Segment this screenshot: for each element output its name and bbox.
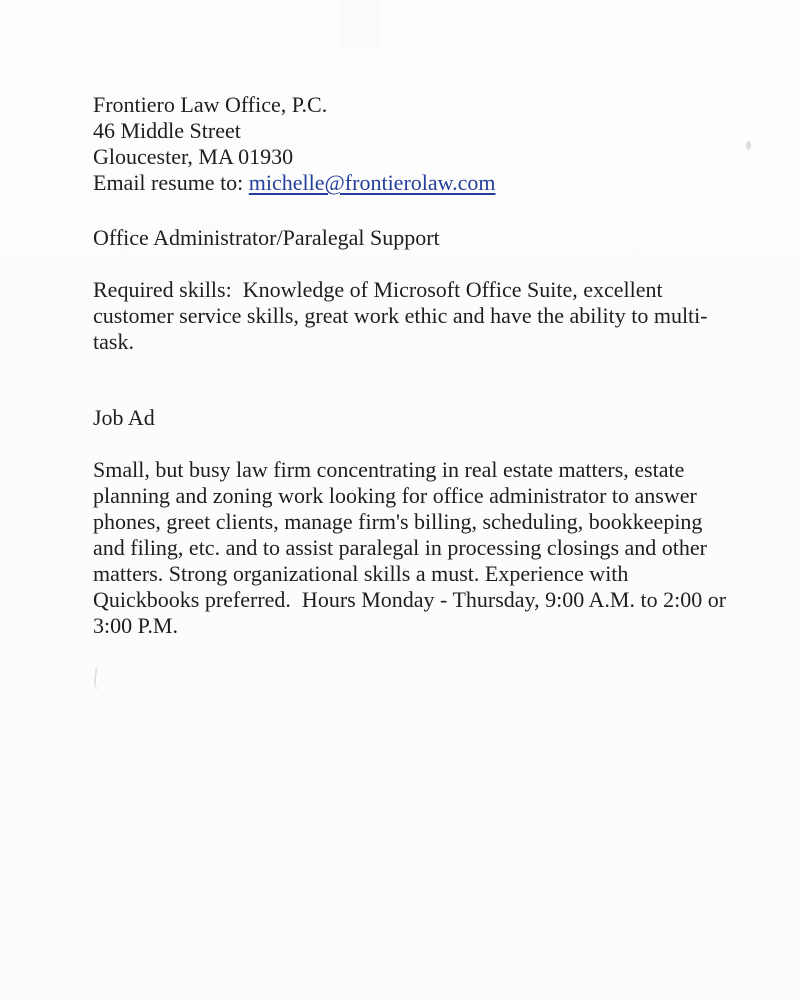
job-ad-paragraph [93, 457, 726, 639]
document-content [93, 92, 726, 639]
job-ad-line: Quickbooks preferred. Hours Monday - Thursday, 9:00 A.M. to 2:00 or [93, 587, 727, 612]
job-ad-line: phones, greet clients, manage firm's billing, scheduling, bookkeeping [93, 509, 703, 534]
job-ad-line: planning and zoning work looking for office administrator to answer [93, 483, 697, 508]
faint-pencil-mark-artifact [93, 667, 106, 690]
scan-speck-artifact [746, 141, 751, 150]
job-title: Office Administrator/Paralegal Support [93, 225, 440, 250]
company-name: Frontiero Law Office, P.C. [93, 92, 328, 117]
letterhead-block [93, 92, 726, 196]
scan-shadow-artifact [340, 0, 380, 48]
required-skills-line: task. [93, 329, 134, 354]
city-state-zip: Gloucester, MA 01930 [93, 144, 294, 169]
required-skills-paragraph [93, 277, 726, 355]
email-resume-line [93, 170, 726, 196]
required-skills-line: customer service skills, great work ethic and have the ability to multi- [93, 303, 708, 328]
job-ad-line: Small, but busy law firm concentrating in real estate matters, estate [93, 457, 685, 482]
job-ad-line: 3:00 P.M. [93, 613, 178, 638]
email-link[interactable]: michelle@frontierolaw.com [248, 170, 496, 195]
job-ad-heading: Job Ad [93, 405, 155, 430]
email-prefix-text: Email resume to: [93, 170, 249, 195]
street-address: 46 Middle Street [93, 118, 241, 143]
job-ad-line: matters. Strong organizational skills a must. Experience with [93, 561, 629, 586]
required-skills-line: Required skills: Knowledge of Microsoft Office Suite, excellent [93, 277, 663, 302]
job-ad-line: and filing, etc. and to assist paralegal in processing closings and other [93, 535, 708, 560]
